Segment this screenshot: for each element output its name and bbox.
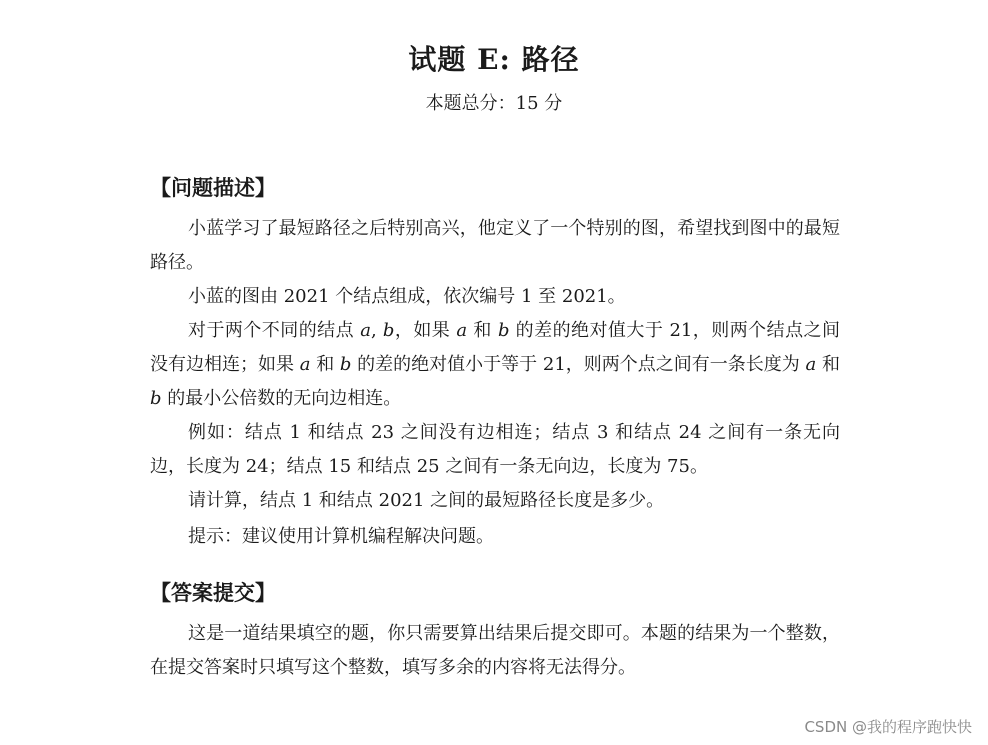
score-line: 本题总分：15 分: [425, 93, 563, 114]
p3-text: ,: [370, 320, 383, 341]
csdn-watermark: CSDN @我的程序跑快快: [804, 718, 972, 736]
var-b: b: [382, 320, 395, 341]
problem-paragraph-1: 小蓝学习了最短路径之后特别高兴，他定义了一个特别的图，希望找到图中的最短路径。: [150, 218, 840, 273]
var-b: b: [150, 388, 162, 409]
p3-text: 对于两个不同的结点: [188, 320, 361, 341]
var-b: b: [339, 354, 352, 375]
var-b: b: [497, 320, 510, 341]
var-a: a: [805, 354, 817, 375]
var-a: a: [299, 354, 311, 375]
problem-paragraph-5: 请计算，结点 1 和结点 2021 之间的最短路径长度是多少。: [188, 490, 665, 511]
problem-paragraph-2: 小蓝的图由 2021 个结点组成，依次编号 1 至 2021。: [188, 286, 626, 307]
problem-paragraph-4: 例如：结点 1 和结点 23 之间没有边相连；结点 3 和结点 24 之间有一条无向边，长度为 24；结点 15 和结点 25 之间有一条无向边，长度为 75。: [150, 422, 840, 477]
problem-heading: 【问题描述】: [150, 175, 276, 200]
p3-text: ，如果: [394, 320, 457, 341]
page-title: 试题 E: 路径: [408, 43, 580, 76]
var-a: a: [360, 320, 371, 341]
answer-paragraph-1: 这是一道结果填空的题，你只需要算出结果后提交即可。本题的结果为一个整数，在提交答案时只填写这个整数，填写多余的内容将无法得分。: [150, 623, 840, 678]
p3-text: 和: [467, 320, 498, 341]
answer-heading: 【答案提交】: [150, 580, 276, 605]
problem-paragraph-3: [150, 314, 840, 416]
var-a: a: [456, 320, 468, 341]
p3-text: 和: [310, 354, 340, 375]
p3-text: 和: [816, 354, 840, 375]
problem-paragraph-6: 提示：建议使用计算机编程解决问题。: [188, 526, 494, 547]
p3-text: 的差的绝对值大于 21，则两个结点之间没有边相连；如果: [150, 320, 840, 375]
p3-text: 的最小公倍数的无向边相连。: [161, 388, 402, 409]
p3-text: 的差的绝对值小于等于 21，则两个点之间有一条长度为: [351, 354, 806, 375]
